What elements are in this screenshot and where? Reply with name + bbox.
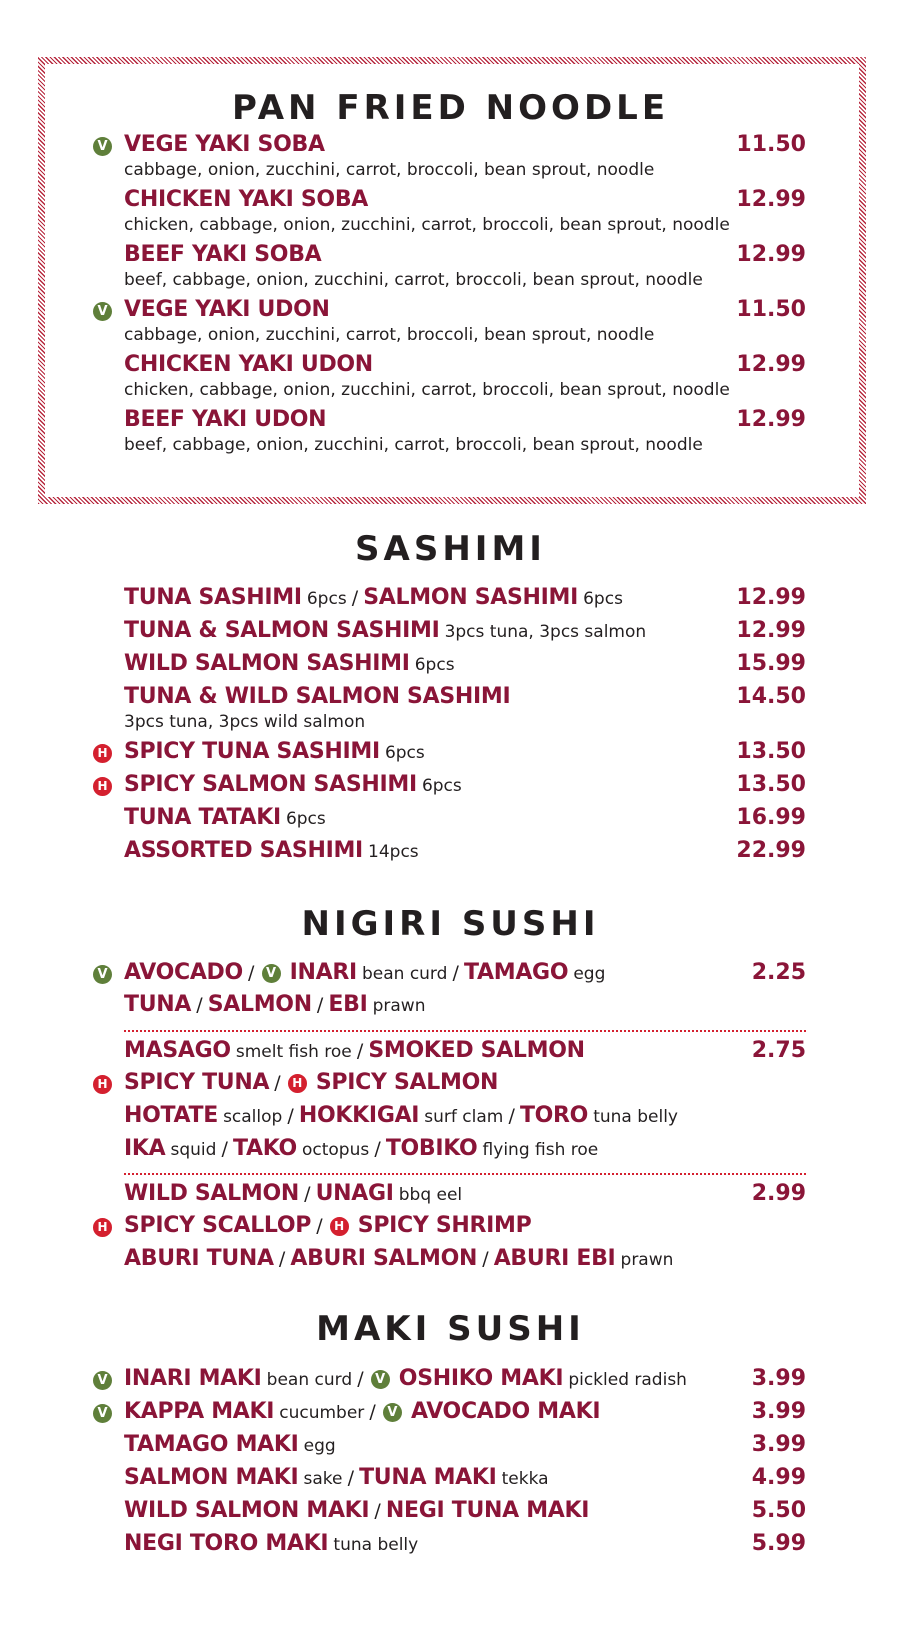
item-name: TORO <box>519 1103 589 1128</box>
item-name: SPICY SALMON <box>315 1070 499 1095</box>
item-description: beef, cabbage, onion, zucchini, carrot, broccoli, bean sprout, noodle <box>124 270 703 290</box>
item-name: INARI <box>289 960 357 985</box>
item-name: SPICY SCALLOP <box>124 1213 312 1238</box>
item-name: TUNA & SALMON SASHIMI <box>124 618 440 643</box>
item-name: CHICKEN YAKI UDON <box>124 352 373 377</box>
item-price: 3.99 <box>751 1399 806 1424</box>
hot-icon: H <box>93 744 112 763</box>
group-price: 2.75 <box>751 1038 806 1063</box>
hot-icon: H <box>93 1218 112 1237</box>
item-price: 12.99 <box>736 407 806 432</box>
pan-fried-noodle-title: PAN FRIED NOODLE <box>231 88 670 128</box>
item-price: 12.99 <box>736 585 806 610</box>
group-price: 2.25 <box>751 960 806 985</box>
nigiri-row-spicy-tuna-spicy-salmon <box>124 1070 806 1104</box>
nigiri-row-spicy-scallop-spicy-shrimp <box>124 1213 806 1247</box>
vegetarian-icon: V <box>93 137 112 156</box>
item-name: ASSORTED SASHIMI <box>124 838 363 863</box>
menu-item-kappa-avocado-maki <box>124 1399 806 1433</box>
vegetarian-icon: V <box>371 1370 390 1389</box>
item-name: SPICY SALMON SASHIMI <box>124 772 417 797</box>
separator: / <box>248 962 255 984</box>
item-name: BEEF YAKI UDON <box>124 407 327 432</box>
nigiri-row-masago-smoked-salmon <box>124 1038 806 1072</box>
item-name: SALMON SASHIMI <box>363 585 579 610</box>
item-price: 11.50 <box>736 132 806 157</box>
menu-item-salmon-tuna-maki <box>124 1465 806 1499</box>
menu-item-spicy-tuna-sashimi <box>124 739 806 773</box>
item-name: NEGI TUNA MAKI <box>385 1498 590 1523</box>
separator: / <box>508 1105 515 1127</box>
item-detail: surf clam <box>424 1107 504 1127</box>
menu-item-spicy-salmon-sashimi <box>124 772 806 806</box>
item-price: 12.99 <box>736 187 806 212</box>
separator: / <box>278 1248 286 1270</box>
item-detail: tuna belly <box>593 1107 678 1127</box>
nigiri-row-avocado-inari-tamago <box>124 960 806 994</box>
item-name: VEGE YAKI UDON <box>124 297 330 322</box>
item-price: 13.50 <box>736 772 806 797</box>
item-detail: flying fish roe <box>482 1140 599 1160</box>
item-price: 14.50 <box>736 684 806 709</box>
item-name: TUNA MAKI <box>359 1465 497 1490</box>
item-name: WILD SALMON SASHIMI <box>124 651 410 676</box>
item-name: SALMON <box>207 992 312 1017</box>
item-detail: bean curd <box>266 1370 353 1390</box>
separator: / <box>304 1183 311 1205</box>
item-name: NEGI TORO MAKI <box>124 1531 329 1556</box>
separator: / <box>347 1467 354 1489</box>
separator: / <box>351 587 359 609</box>
dotted-divider <box>124 1173 806 1175</box>
item-name: SPICY SHRIMP <box>357 1213 532 1238</box>
separator: / <box>482 1248 489 1270</box>
item-name: TAMAGO MAKI <box>124 1432 299 1457</box>
menu-item-negi-toro-maki <box>124 1531 806 1565</box>
vegetarian-icon: V <box>383 1403 402 1422</box>
item-detail: octopus <box>301 1140 370 1160</box>
separator: / <box>274 1072 281 1094</box>
item-name: TUNA <box>124 992 192 1017</box>
item-name: UNAGI <box>315 1181 394 1206</box>
item-detail: prawn <box>620 1250 674 1270</box>
hot-icon: H <box>330 1217 349 1236</box>
item-price: 3.99 <box>751 1366 806 1391</box>
separator: / <box>316 994 324 1016</box>
vegetarian-icon: V <box>262 964 281 983</box>
item-detail: egg <box>303 1436 336 1456</box>
item-name: AVOCADO MAKI <box>410 1399 601 1424</box>
vegetarian-icon: V <box>93 965 112 984</box>
item-name: ABURI EBI <box>493 1246 616 1271</box>
menu-item-tuna-tataki <box>124 805 806 839</box>
hot-icon: H <box>288 1074 307 1093</box>
menu-item-tuna-salmon-sashimi <box>124 585 806 619</box>
vegetarian-icon: V <box>93 1404 112 1423</box>
item-detail: bean curd <box>361 964 448 984</box>
item-name: MASAGO <box>124 1038 231 1063</box>
separator: / <box>452 962 459 984</box>
separator: / <box>357 1368 364 1390</box>
vegetarian-icon: V <box>93 302 112 321</box>
item-detail: squid <box>170 1140 217 1160</box>
item-name: SPICY TUNA <box>124 1070 270 1095</box>
item-name: TUNA TATAKI <box>124 805 281 830</box>
item-detail: cucumber <box>279 1403 365 1423</box>
item-description: 3pcs tuna, 3pcs wild salmon <box>124 712 366 732</box>
nigiri-row-hotate-hokkigai-toro <box>124 1103 806 1137</box>
item-name: INARI MAKI <box>124 1366 262 1391</box>
item-price: 5.99 <box>751 1531 806 1556</box>
item-price: 5.50 <box>751 1498 806 1523</box>
maki-sushi-title: MAKI SUSHI <box>316 1309 585 1349</box>
menu-item-wild-salmon-sashimi <box>124 651 806 685</box>
item-price: 15.99 <box>736 651 806 676</box>
item-name: CHICKEN YAKI SOBA <box>124 187 369 212</box>
item-detail: 6pcs <box>384 743 425 763</box>
item-description: cabbage, onion, zucchini, carrot, broccoli, bean sprout, noodle <box>124 160 655 180</box>
item-name: TUNA SASHIMI <box>124 585 302 610</box>
item-detail: 6pcs <box>414 655 455 675</box>
separator: / <box>221 1138 228 1160</box>
sashimi-title: SASHIMI <box>355 529 546 569</box>
item-description: cabbage, onion, zucchini, carrot, broccoli, bean sprout, noodle <box>124 325 655 345</box>
separator: / <box>369 1401 376 1423</box>
item-description: chicken, cabbage, onion, zucchini, carrot, broccoli, bean sprout, noodle <box>124 380 730 400</box>
nigiri-row-ika-tako-tobiko <box>124 1136 806 1170</box>
item-detail: tekka <box>501 1469 549 1489</box>
item-detail: 6pcs <box>285 809 326 829</box>
separator: / <box>374 1138 381 1160</box>
item-name: BEEF YAKI SOBA <box>124 242 322 267</box>
menu-item-tamago-maki <box>124 1432 806 1466</box>
item-name: ABURI SALMON <box>290 1246 478 1271</box>
item-detail: 6pcs <box>421 776 462 796</box>
item-name: SALMON MAKI <box>124 1465 299 1490</box>
item-price: 12.99 <box>736 352 806 377</box>
item-name: TAMAGO <box>464 960 569 985</box>
item-name: WILD SALMON <box>124 1181 299 1206</box>
item-price: 3.99 <box>751 1432 806 1457</box>
item-detail: 14pcs <box>368 842 419 862</box>
item-name: EBI <box>328 992 368 1017</box>
item-name: AVOCADO <box>124 960 243 985</box>
menu-item-wild-salmon-negi-tuna-maki <box>124 1498 806 1532</box>
item-name: IKA <box>124 1136 166 1161</box>
nigiri-row-tuna-salmon-ebi <box>124 992 806 1026</box>
item-price: 22.99 <box>736 838 806 863</box>
menu-item-inari-oshiko-maki <box>124 1366 806 1400</box>
item-name: TUNA & WILD SALMON SASHIMI <box>124 684 511 709</box>
item-name: VEGE YAKI SOBA <box>124 132 325 157</box>
item-price: 4.99 <box>751 1465 806 1490</box>
item-price: 12.99 <box>736 242 806 267</box>
dotted-divider <box>124 1030 806 1032</box>
item-description: beef, cabbage, onion, zucchini, carrot, broccoli, bean sprout, noodle <box>124 435 703 455</box>
menu-item-tuna-and-salmon-sashimi <box>124 618 806 652</box>
nigiri-row-aburi <box>124 1246 806 1280</box>
item-detail: 3pcs tuna, 3pcs salmon <box>444 622 647 642</box>
item-detail: pickled radish <box>568 1370 687 1390</box>
group-price: 2.99 <box>751 1181 806 1206</box>
item-name: HOTATE <box>124 1103 218 1128</box>
item-name: SPICY TUNA SASHIMI <box>124 739 380 764</box>
item-price: 12.99 <box>736 618 806 643</box>
item-name: KAPPA MAKI <box>124 1399 275 1424</box>
item-name: SMOKED SALMON <box>368 1038 585 1063</box>
item-detail: 6pcs <box>583 589 623 609</box>
separator: / <box>316 1215 323 1237</box>
item-detail: tuna belly <box>333 1535 419 1555</box>
separator: / <box>374 1500 381 1522</box>
item-name: HOKKIGAI <box>298 1103 420 1128</box>
item-name: TAKO <box>233 1136 297 1161</box>
item-name: ABURI TUNA <box>124 1246 274 1271</box>
item-description: chicken, cabbage, onion, zucchini, carrot, broccoli, bean sprout, noodle <box>124 215 730 235</box>
item-price: 16.99 <box>736 805 806 830</box>
nigiri-row-wild-salmon-unagi <box>124 1181 806 1215</box>
item-name: WILD SALMON MAKI <box>124 1498 370 1523</box>
item-detail: sake <box>303 1469 343 1489</box>
item-detail: egg <box>573 964 606 984</box>
separator: / <box>356 1040 364 1062</box>
nigiri-sushi-title: NIGIRI SUSHI <box>301 904 600 944</box>
item-name: TOBIKO <box>385 1136 478 1161</box>
item-detail: scallop <box>223 1107 283 1127</box>
vegetarian-icon: V <box>93 1371 112 1390</box>
hot-icon: H <box>93 1075 112 1094</box>
menu-item-assorted-sashimi <box>124 838 806 872</box>
item-detail: smelt fish roe <box>235 1042 352 1062</box>
item-detail: prawn <box>372 996 426 1016</box>
separator: / <box>287 1105 294 1127</box>
item-price: 11.50 <box>736 297 806 322</box>
item-price: 13.50 <box>736 739 806 764</box>
separator: / <box>196 994 203 1016</box>
item-detail: bbq eel <box>398 1185 463 1205</box>
item-name: OSHIKO MAKI <box>398 1366 564 1391</box>
hot-icon: H <box>93 777 112 796</box>
item-detail: 6pcs <box>306 589 347 609</box>
